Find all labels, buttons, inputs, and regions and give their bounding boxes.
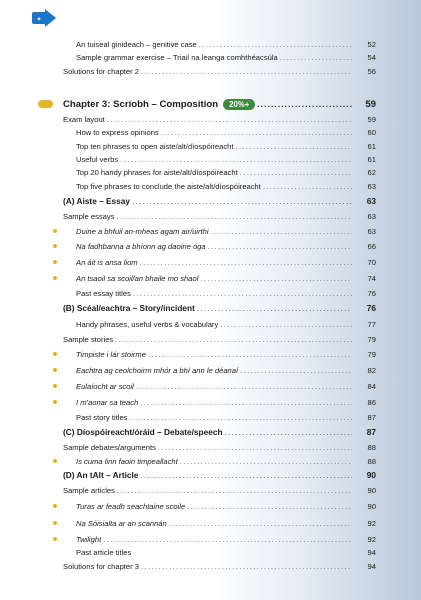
toc-entry[interactable]: Useful verbs ..... 61 bbox=[76, 153, 376, 165]
toc-entry[interactable]: Sample grammar exercise – Triail na leanga comhthéacsúla ..... 54 bbox=[76, 51, 376, 63]
bullet-icon bbox=[53, 352, 57, 356]
toc-entry[interactable]: Sample essays ..... 63 bbox=[63, 210, 376, 222]
chapter-marker bbox=[38, 100, 53, 108]
toc-entry[interactable]: Solutions for chapter 2 ..... 56 bbox=[63, 65, 376, 77]
toc-entry[interactable]: Turas ar feadh seachtaine scoile ..... 90 bbox=[76, 500, 376, 512]
bullet-icon bbox=[53, 384, 57, 388]
bullet-icon bbox=[53, 537, 57, 541]
section-heading[interactable]: (B) Scéal/eachtra – Story/incident ..... 76 bbox=[63, 302, 376, 314]
bullet-icon bbox=[53, 521, 57, 525]
bullet-icon bbox=[53, 400, 57, 404]
toc-entry[interactable]: Past article titles 94 bbox=[76, 547, 376, 557]
toc-entry[interactable]: Top 20 handy phrases for aiste/alt/díospóireacht ..... 62 bbox=[76, 166, 376, 178]
bullet-icon bbox=[53, 276, 57, 280]
toc-entry[interactable]: Exam layout ..... 59 bbox=[63, 113, 376, 125]
toc-entry[interactable]: Past essay titles ..... 76 bbox=[76, 287, 376, 299]
toc-entry[interactable]: Na fadhbanna a bhíonn ag daoine óga ..... 66 bbox=[76, 240, 376, 252]
toc-entry[interactable]: Twilight ..... 92 bbox=[76, 533, 376, 545]
toc-entry[interactable]: Na Sóisialta ar an scannán ..... 92 bbox=[76, 517, 376, 529]
toc-entry[interactable]: Eulaíocht ar scoil ..... 84 bbox=[76, 380, 376, 392]
toc-entry[interactable]: Sample articles ..... 90 bbox=[63, 484, 376, 496]
section-heading[interactable]: (C) Díospóireacht/óráid – Debate/speech ..... 87 bbox=[63, 426, 376, 438]
toc-entry[interactable]: An áit is ansa liom ..... 70 bbox=[76, 256, 376, 268]
toc-entry[interactable]: Top ten phrases to open aiste/alt/díospóireacht ..... 61 bbox=[76, 140, 376, 152]
toc-entry[interactable]: Past story titles ..... 87 bbox=[76, 411, 376, 423]
svg-text:✦: ✦ bbox=[36, 17, 42, 23]
bullet-icon bbox=[53, 459, 57, 463]
bullet-icon bbox=[53, 244, 57, 248]
bullet-icon bbox=[53, 368, 57, 372]
chapter-heading[interactable]: Chapter 3: Scríobh – Composition 20%+ ..... 59 bbox=[63, 96, 376, 112]
section-heading[interactable]: (A) Aiste – Essay ..... 63 bbox=[63, 195, 376, 207]
toc-entry[interactable]: Top five phrases to conclude the aiste/alt/díospóireacht ..... 63 bbox=[76, 180, 376, 192]
bullet-icon bbox=[53, 504, 57, 508]
toc-entry[interactable]: An tuiseal ginideach – genitive case ..... 52 bbox=[76, 38, 376, 50]
toc-entry[interactable]: An tsaoil sa scoil/an bhaile mo shaol ..... 74 bbox=[76, 272, 376, 284]
bullet-icon bbox=[53, 229, 57, 233]
toc-entry[interactable]: Duine a bhfuil an-mheas agam air/uirthi ..... 63 bbox=[76, 225, 376, 237]
toc-entry[interactable]: How to express opinions ..... 60 bbox=[76, 126, 376, 138]
toc-entry[interactable]: Solutions for chapter 3 ..... 94 bbox=[63, 560, 376, 572]
weight-badge: 20%+ bbox=[223, 99, 255, 110]
toc-entry[interactable]: Eachtra ag ceolchoirm mhór a bhí ann le déanaí ..... 82 bbox=[76, 364, 376, 376]
toc-entry[interactable]: Is cuma linn faoin timpeallacht ..... 88 bbox=[76, 455, 376, 467]
toc-entry[interactable]: Timpiste i lár stoirme ..... 79 bbox=[76, 348, 376, 360]
toc-entry[interactable]: Sample stories ..... 79 bbox=[63, 333, 376, 345]
section-heading[interactable]: (D) An tAlt – Article ..... 90 bbox=[63, 469, 376, 481]
bullet-icon bbox=[53, 260, 57, 264]
toc-entry[interactable]: Sample debates/arguments ..... 88 bbox=[63, 441, 376, 453]
toc-entry[interactable]: I m'aonar sa teach ..... 86 bbox=[76, 396, 376, 408]
toc-entry[interactable]: Handy phrases, useful verbs & vocabulary ..... 77 bbox=[76, 318, 376, 330]
